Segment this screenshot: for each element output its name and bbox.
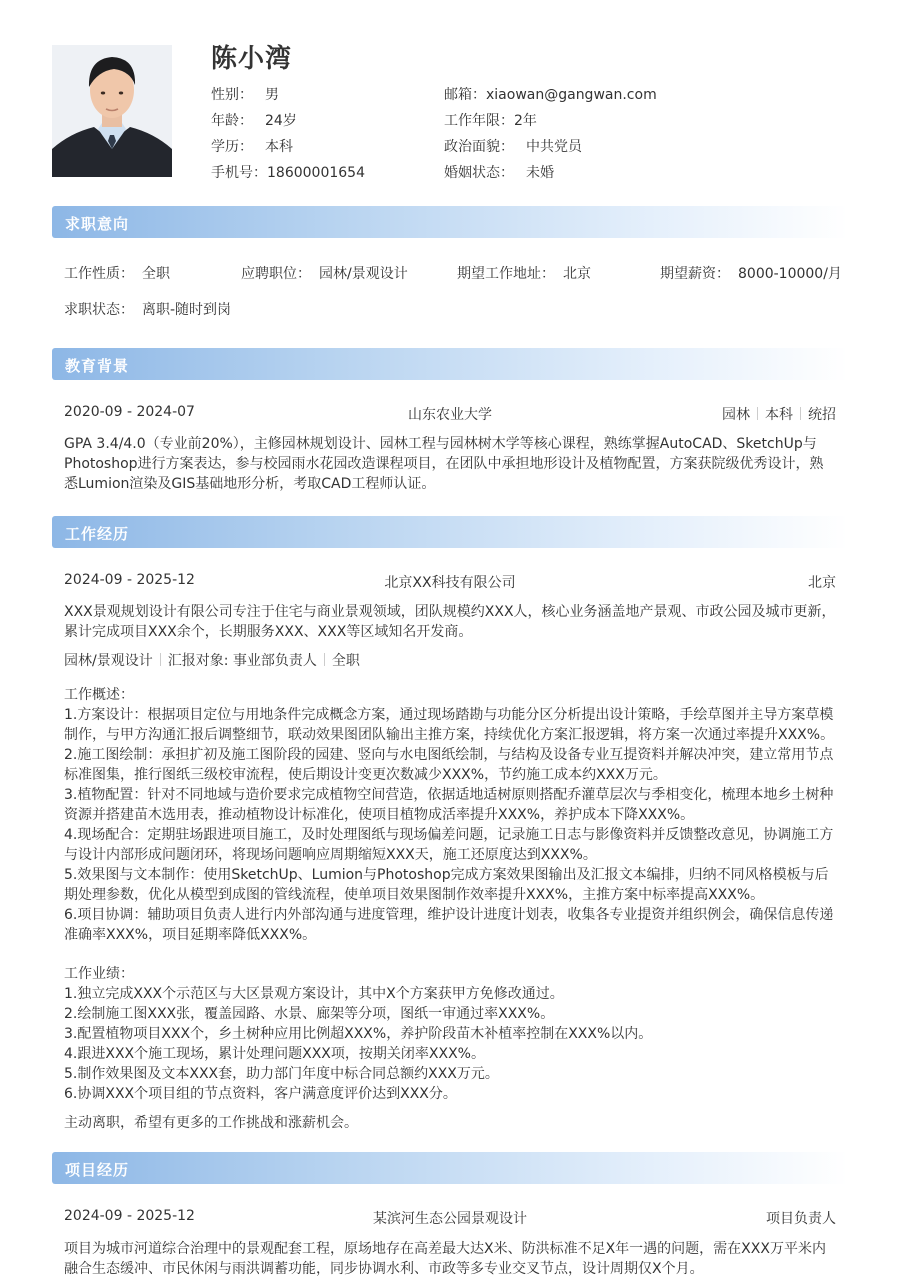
achievement-line: 6.协调XXX个项目组的节点资料，客户满意度评价达到XXX分。 [64,1086,457,1102]
tag-divider [324,653,325,666]
education-period: 2020-09 - 2024-07 [64,404,195,420]
tag-divider [757,407,758,420]
section-title: 教育背景 [65,357,130,375]
education-tag: 统招 [808,407,836,423]
education-tag: 园林 [722,407,750,423]
section-title: 工作经历 [65,525,130,543]
job-salary [660,263,842,283]
project-name: 某滨河生态公园景观设计 [373,1211,527,1227]
section-header-intent [52,206,848,238]
overview-line: 6.项目协调：辅助项目负责人进行内外部沟通与进度管理，维护设计进度计划表，收集各专业提资并组织例会，确保信息传递 [64,907,834,923]
leave-reason: 主动离职，希望有更多的工作挑战和涨薪机会。 [64,1115,358,1131]
education-school: 山东农业大学 [408,407,492,423]
section-title: 求职意向 [65,215,130,233]
email-row [444,84,657,104]
work-tag: 园林/景观设计 [64,653,153,669]
achievement-line: 3.配置植物项目XXX个，乡土树种应用比例超XXX%，养护阶段苗木补植率控制在XXX%以内。 [64,1026,653,1042]
work-years-label: 工作年限： [444,113,514,129]
work-tag: 全职 [331,653,360,669]
work-city: 北京 [808,575,836,591]
overview-line: 期处理参数，优化从模型到成图的管线流程，使单项目效果图制作效率提升XXX%，主推方案中标率提高XXX%。 [64,887,765,903]
work-tag: 汇报对象: 事业部负责人 [167,653,317,669]
job-status-label: 求职状态： [64,302,134,318]
job-type [64,263,170,283]
section-header-project [52,1152,848,1184]
work-years-value: 2年 [514,113,537,129]
overview-line: 3.植物配置：针对不同地域与造价要求完成植物空间营造，依据适地适树原则搭配乔灌草层次与季相变化，梳理本地乡土树种 [64,787,834,803]
work-period: 2024-09 - 2025-12 [64,572,195,588]
age-label: 年龄： [211,113,253,129]
achievement-line: 1.独立完成XXX个示范区与大区景观方案设计，其中X个方案获甲方免修改通过。 [64,986,564,1002]
education-value: 本科 [265,139,293,155]
job-position [241,263,408,283]
job-salary-value: 8000-10000/月 [738,266,842,282]
achievement-line: 2.绘制施工图XXX张，覆盖园路、水景、廊架等分项，图纸一审通过率XXX%。 [64,1006,555,1022]
job-status-value: 离职-随时到岗 [142,302,232,318]
political-label: 政治面貌： [444,139,514,155]
overview-line: 2.施工图绘制：承担扩初及施工图阶段的园建、竖向与水电图纸绘制，与结构及设备专业互提资料并解决冲突，建立常用节点 [64,747,834,763]
gender-label: 性别： [211,87,253,103]
achievement-line: 5.制作效果图及文本XXX套，助力部门年度中标合同总额约XXX万元。 [64,1066,499,1082]
text-line: GPA 3.4/4.0（专业前20%），主修园林规划设计、园林工程与园林树木学等核心课程，熟练掌握AutoCAD、SketchUp与 [64,436,817,452]
overview-line: 1.方案设计：根据项目定位与用地条件完成概念方案，通过现场踏勘与功能分区分析提出设计策略，手绘草图并主导方案草模 [64,707,834,723]
text-line: XXX景观规划设计有限公司专注于住宅与商业景观领域，团队规模约XXX人，核心业务涵盖地产景观、市政公园及城市更新， [64,604,836,620]
project-description [64,1239,839,1279]
overview-line: 准确率XXX%，项目延期率降低XXX%。 [64,927,317,943]
overview-line: 标准图集，推行图纸三级校审流程，使后期设计变更次数减少XXX%，节约施工成本约XXX万元。 [64,767,667,783]
overview-title: 工作概述： [64,687,134,703]
education-label: 学历： [211,139,253,155]
gender-row [211,84,279,104]
tag-divider [800,407,801,420]
job-type-value: 全职 [142,266,170,282]
overview-line: 5.效果图与文本制作：使用SketchUp、Lumion与Photoshop完成方案效果图输出及汇报文本编排，归纳不同风格模板与后 [64,867,829,883]
section-header-education [52,348,848,380]
overview-line: 制作，与甲方沟通汇报后调整细节，联动效果图团队输出主推方案，持续优化方案汇报逻辑，将方案一次通过率提升XXX%。 [64,727,835,743]
achievements-title: 工作业绩： [64,966,134,982]
job-position-label: 应聘职位： [241,266,311,282]
section-header-work [52,516,848,548]
work-company: 北京XX科技有限公司 [384,575,516,591]
age-row [211,110,297,130]
job-salary-label: 期望薪资： [660,266,730,282]
email-label: 邮箱： [444,87,486,103]
education-tag: 本科 [765,407,793,423]
section-title: 项目经历 [65,1161,130,1179]
email-value[interactable]: xiaowan@gangwan.com [486,87,657,103]
marital-row [444,162,554,182]
job-status [64,299,231,319]
tag-divider [160,653,161,666]
text-line: 融合生态缓冲、市民休闲与雨洪调蓄功能，同步协调水利、市政等多专业交叉节点，设计周期仅X个月。 [64,1261,704,1277]
profile-photo [52,45,172,177]
work-years-row [444,110,537,130]
work-overview [64,685,839,945]
education-row [211,136,293,156]
marital-value: 未婚 [526,165,554,181]
job-location-label: 期望工作地址： [457,266,555,282]
project-period: 2024-09 - 2025-12 [64,1208,195,1224]
job-type-label: 工作性质： [64,266,134,282]
age-value: 24岁 [265,113,297,129]
achievement-line: 4.跟进XXX个施工现场，累计处理问题XXX项，按期关闭率XXX%。 [64,1046,485,1062]
work-tags [64,650,360,670]
text-line: Photoshop进行方案表达，参与校园雨水花园改造课程项目，在团队中承担地形设计及植物配置，方案获院级优秀设计，熟 [64,456,824,472]
project-role: 项目负责人 [766,1211,836,1227]
text-line: 项目为城市河道综合治理中的景观配套工程，原场地存在高差最大达X米、防洪标准不足X年一遇的问题，需在XXX万平米内 [64,1241,826,1257]
overview-line: 资源并搭建苗木选用表，推动植物设计标准化，使项目植物成活率提升XXX%，养护成本下降XXX%。 [64,807,695,823]
marital-label: 婚姻状态： [444,165,514,181]
candidate-name: 陈小湾 [211,44,293,74]
education-tags [722,404,836,424]
overview-line: 与设计内部形成问题闭环，将现场问题响应周期缩短XXX天，施工还原度达到XXX%。 [64,847,597,863]
job-location-value: 北京 [563,266,591,282]
phone-row [211,162,365,182]
political-row [444,136,582,156]
education-description [64,434,839,494]
text-line: 悉Lumion渲染及GIS基础地形分析，考取CAD工程师认证。 [64,476,436,492]
text-line: 累计完成项目XXX余个，长期服务XXX、XXX等区域知名开发商。 [64,624,473,640]
phone-value[interactable]: 18600001654 [267,165,365,181]
political-value: 中共党员 [526,139,582,155]
overview-line: 4.现场配合：定期驻场跟进项目施工，及时处理图纸与现场偏差问题，记录施工日志与影像资料并反馈整改意见，协调施工方 [64,827,834,843]
phone-label: 手机号： [211,165,267,181]
gender-value: 男 [265,87,279,103]
job-location [457,263,591,283]
work-achievements [64,964,839,1104]
company-intro [64,602,839,642]
job-position-value: 园林/景观设计 [319,266,408,282]
